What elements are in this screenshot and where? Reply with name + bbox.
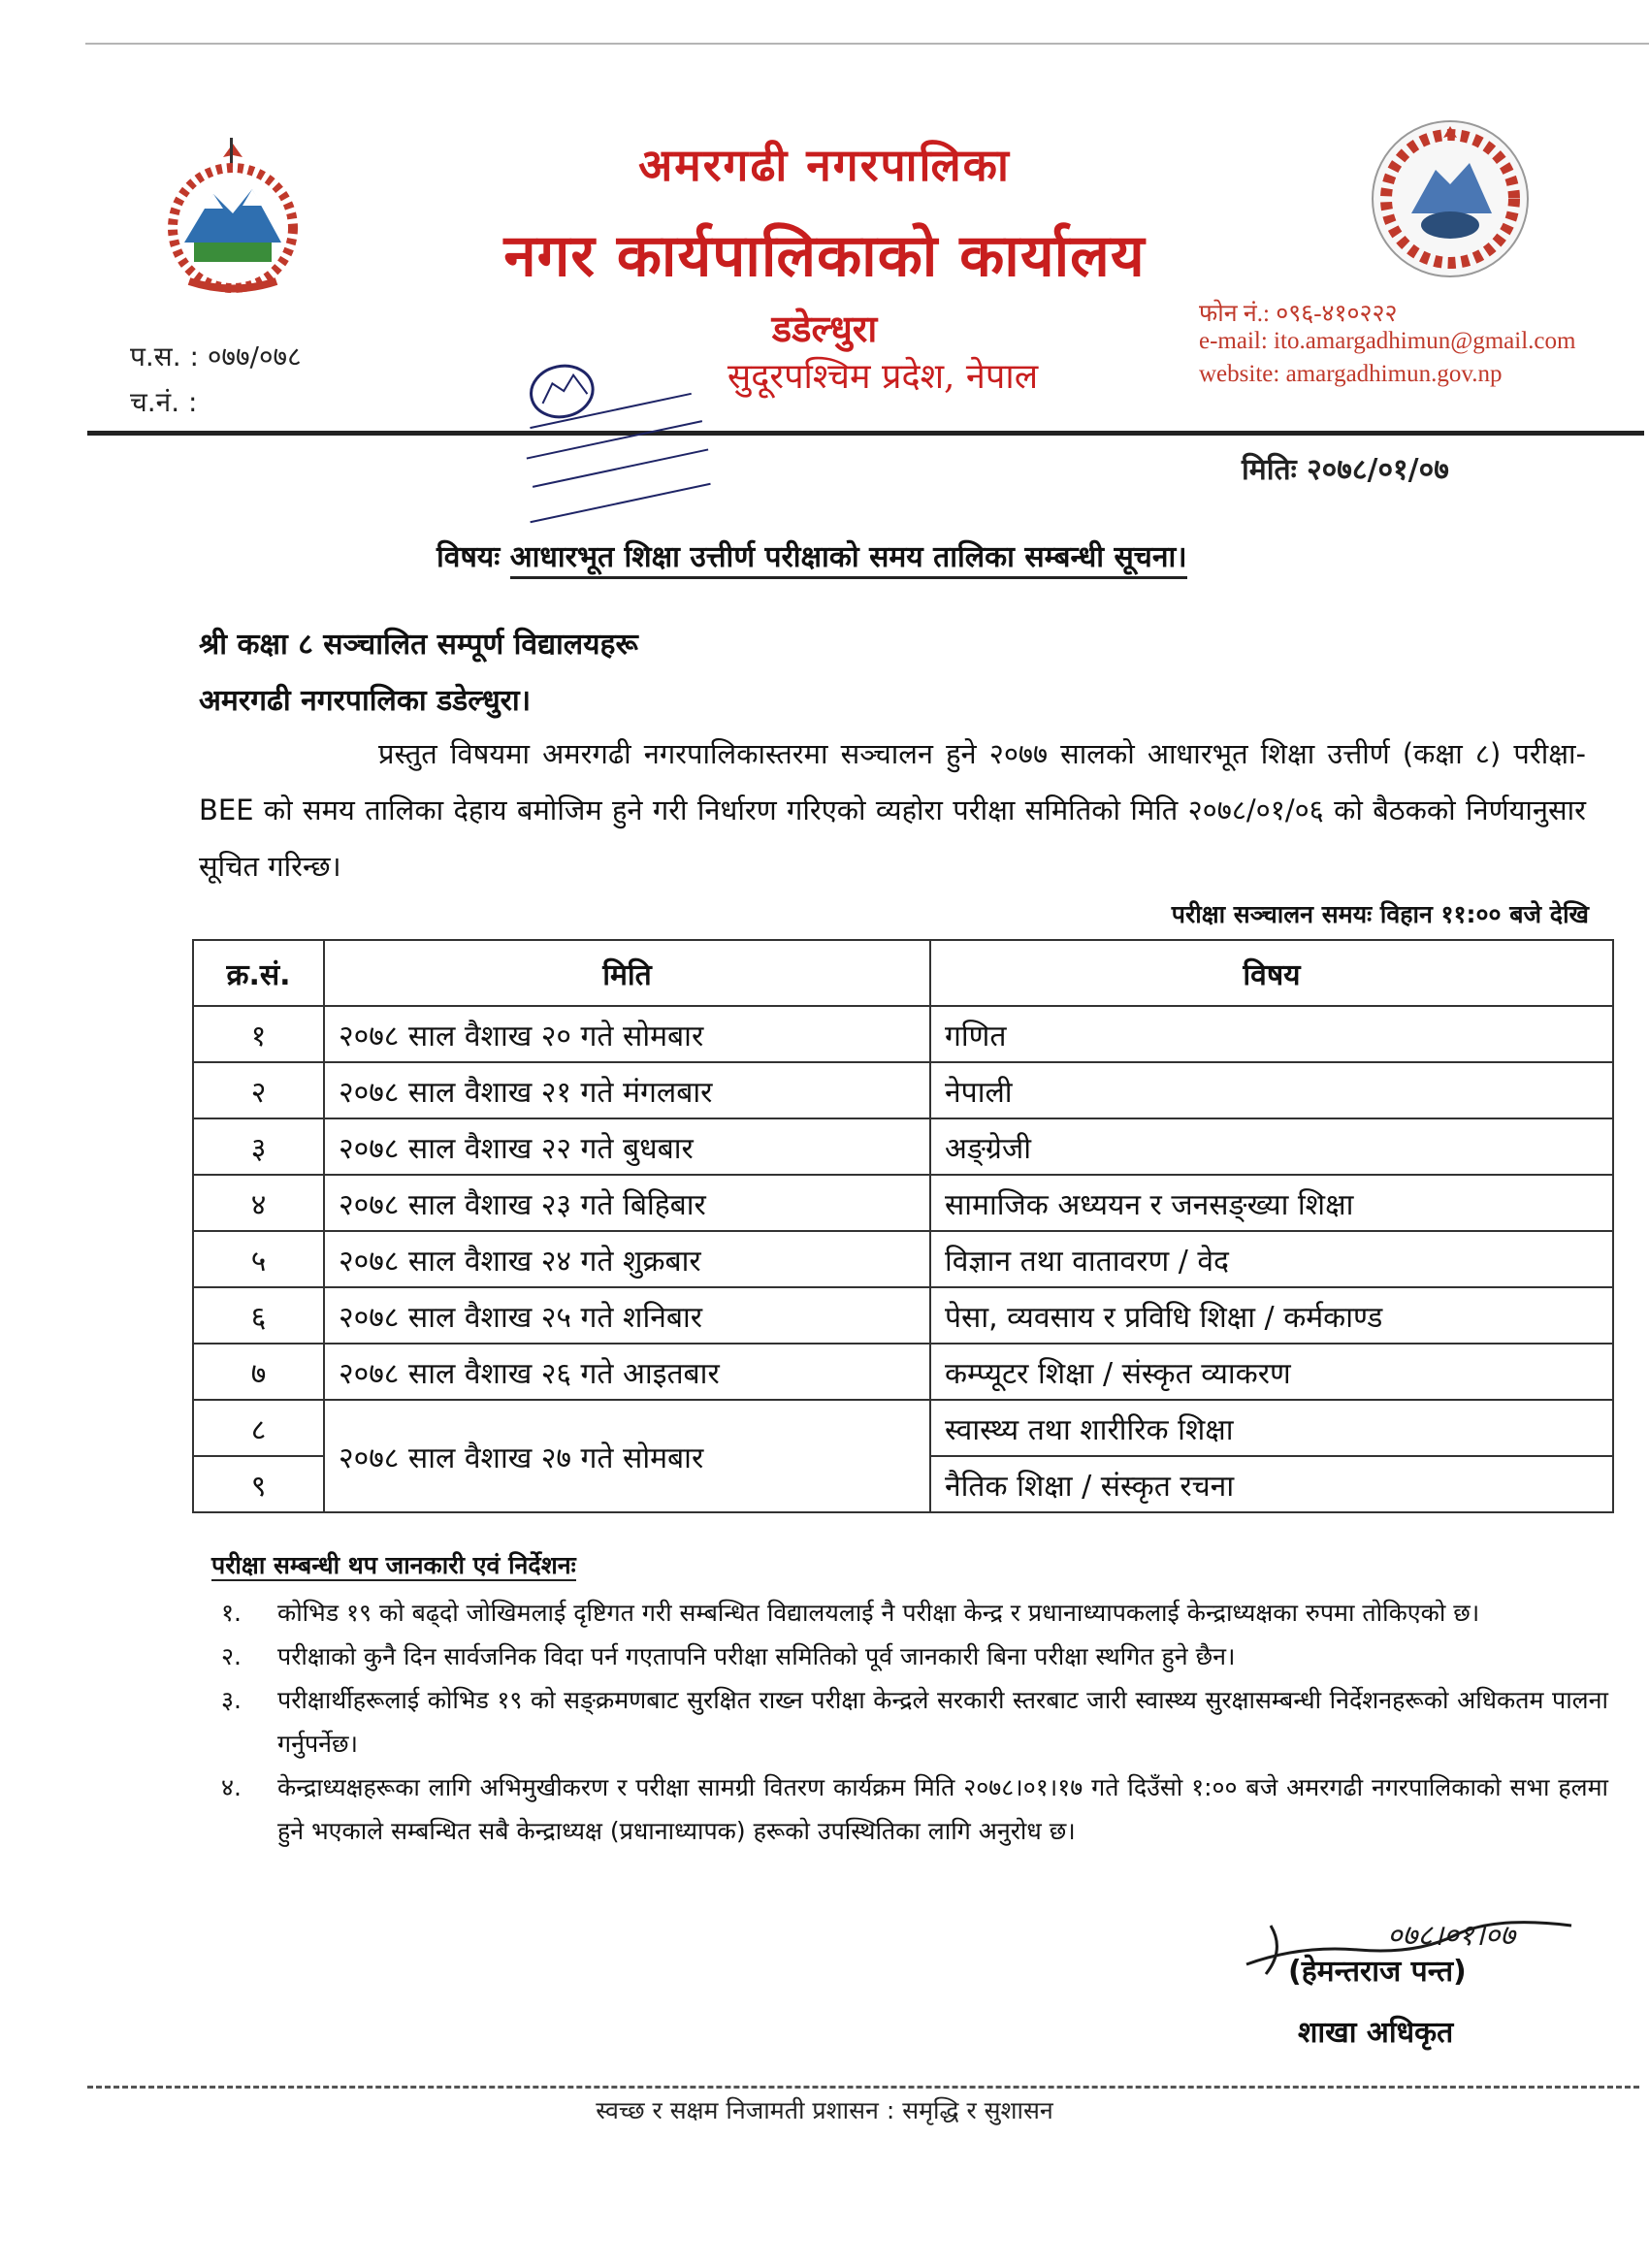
- row-serial: ६: [193, 1287, 324, 1344]
- reference-number: प.स. : ०७७/०७८: [130, 340, 302, 373]
- document-date: मितिः २०७८/०१/०७: [1242, 453, 1449, 487]
- footer-divider: [87, 2086, 1639, 2089]
- header-date: मिति: [324, 940, 930, 1006]
- table-row: [193, 1006, 1613, 1062]
- row-serial: ५: [193, 1231, 324, 1287]
- row-date: २०७८ साल वैशाख २० गते सोमबार: [324, 1006, 930, 1062]
- table-row: [193, 1062, 1613, 1118]
- footer-motto: स्वच्छ र सक्षम निजामती प्रशासन : समृद्धि र सुशासन: [596, 2096, 1053, 2124]
- province-name: सुदूरपश्चिम प्रदेश, नेपाल: [727, 357, 1039, 397]
- row-serial: ८: [193, 1400, 324, 1456]
- item-number: २.: [221, 1642, 242, 1670]
- website-address: website: amargadhimun.gov.np: [1199, 361, 1503, 387]
- row-subject: विज्ञान तथा वातावरण / वेद: [930, 1231, 1613, 1287]
- table-row: [193, 1118, 1613, 1175]
- list-item: [221, 1678, 1608, 1766]
- row-subject: पेसा, व्यवसाय र प्रविधि शिक्षा / कर्मकाण्ड: [930, 1287, 1613, 1344]
- subject-line: [436, 535, 1187, 575]
- item-text: केन्द्राध्यक्षहरूका लागि अभिमुखीकरण र परीक्षा सामग्री वितरण कार्यक्रम मिति २०७८।०१।१७ गते दिउँसो १:०० बजे अमरगढी नगरपालिकाको सभा हलमा हुने भएकाले सम्बन्धित सबै केन्द्राध्यक्ष (प्रधानाध्यापक) हरूको उपस्थितिका लागि अनुरोध छ।: [277, 1773, 1608, 1845]
- item-text: कोभिड १९ को बढ्दो जोखिमलाई दृष्टिगत गरी सम्बन्धित विद्यालयलाई नै परीक्षा केन्द्र र प्रधानाध्यापकलाई केन्द्राध्यक्षका रुपमा तोकिएको छ।: [277, 1599, 1480, 1627]
- row-subject: सामाजिक अध्ययन र जनसङ्ख्या शिक्षा: [930, 1175, 1613, 1231]
- row-date: २०७८ साल वैशाख २३ गते बिहिबार: [324, 1175, 930, 1231]
- subject-label: विषयः: [436, 540, 501, 574]
- email-address: e-mail: ito.amargadhimun@gmail.com: [1199, 328, 1576, 354]
- row-subject: कम्प्यूटर शिक्षा / संस्कृत व्याकरण: [930, 1344, 1613, 1400]
- row-subject: अङ्ग्रेजी: [930, 1118, 1613, 1175]
- addressee-line-2: अमरगढी नगरपालिका डडेल्धुरा।: [199, 684, 532, 718]
- row-date: २०७८ साल वैशाख २६ गते आइतबार: [324, 1344, 930, 1400]
- instructions-list: [221, 1591, 1608, 1853]
- phone-number: फोन नं.: ०९६-४१०२२२: [1199, 301, 1398, 327]
- notes-heading-text: परीक्षा सम्बन्धी थप जानकारी एवं निर्देशनः: [211, 1551, 576, 1579]
- row-subject: गणित: [930, 1006, 1613, 1062]
- row-date: २०७८ साल वैशाख २७ गते सोमबार: [324, 1400, 930, 1512]
- row-serial: १: [193, 1006, 324, 1062]
- signer-title: शाखा अधिकृत: [1298, 2016, 1454, 2050]
- row-subject: नेपाली: [930, 1062, 1613, 1118]
- addressee-line-1: श्री कक्षा ८ सञ्चालित सम्पूर्ण विद्यालयहरू: [199, 628, 638, 662]
- table-row: [193, 1287, 1613, 1344]
- list-item: [221, 1635, 1608, 1678]
- row-date: २०७८ साल वैशाख २५ गते शनिबार: [324, 1287, 930, 1344]
- list-item: [221, 1766, 1608, 1853]
- table-row: [193, 1400, 1613, 1456]
- subject-text: आधारभूत शिक्षा उत्तीर्ण परीक्षाको समय तालिका सम्बन्धी सूचना।: [510, 540, 1187, 579]
- item-text: परीक्षार्थीहरूलाई कोभिड १९ को सङ्क्रमणबाट सुरक्षित राख्न परीक्षा केन्द्रले सरकारी स्तरबाट जारी स्वास्थ्य सुरक्षासम्बन्धी निर्देशनहरूको अधिकतम पालना गर्नुपर्नेछ।: [277, 1686, 1608, 1758]
- row-subject: नैतिक शिक्षा / संस्कृत रचना: [930, 1456, 1613, 1512]
- organization-name: अमरगढी नगरपालिका: [638, 139, 1011, 191]
- row-date: २०७८ साल वैशाख २१ गते मंगलबार: [324, 1062, 930, 1118]
- dispatch-number: च.नं. :: [130, 386, 198, 418]
- row-serial: ३: [193, 1118, 324, 1175]
- item-number: ४.: [221, 1773, 242, 1801]
- row-serial: ७: [193, 1344, 324, 1400]
- item-number: ३.: [221, 1686, 242, 1714]
- office-name: नगर कार्यपालिकाको कार्यालय: [503, 222, 1146, 290]
- table-row: [193, 1231, 1613, 1287]
- table-header-row: [193, 940, 1613, 1006]
- row-serial: ४: [193, 1175, 324, 1231]
- item-number: १.: [221, 1599, 242, 1627]
- list-item: [221, 1591, 1608, 1635]
- exam-schedule-table: [192, 939, 1614, 1513]
- item-text: परीक्षाको कुनै दिन सार्वजनिक विदा पर्न गएतापनि परीक्षा समितिको पूर्व जानकारी बिना परीक्षा स्थगित हुने छैन।: [277, 1642, 1236, 1670]
- row-serial: २: [193, 1062, 324, 1118]
- exam-time-note: परीक्षा सञ्चालन समयः विहान ११:०० बजे देखि: [1171, 900, 1589, 928]
- notes-heading: [211, 1548, 576, 1581]
- signer-name: (हेमन्तराज पन्त): [1288, 1955, 1467, 1989]
- signature-date: ०७८।०१।०७: [1387, 1919, 1515, 1953]
- header-subject: विषय: [930, 940, 1613, 1006]
- district-name: डडेल्धुरा: [771, 307, 878, 350]
- table-row: [193, 1175, 1613, 1231]
- top-border-line: [85, 43, 1649, 45]
- body-paragraph: प्रस्तुत विषयमा अमरगढी नगरपालिकास्तरमा सञ्चालन हुने २०७७ सालको आधारभूत शिक्षा उत्तीर्ण (कक्षा ८) परीक्षा-BEE को समय तालिका देहाय बमोजिम हुने गरी निर्धारण गरिएको व्यहोरा परीक्षा समितिको मिति २०७८/०१/०६ को बैठकको निर्णयानुसार सूचित गरिन्छ।: [199, 737, 1586, 883]
- table-row: [193, 1344, 1613, 1400]
- row-serial: ९: [193, 1456, 324, 1512]
- office-seal-stamp: [495, 344, 718, 529]
- row-subject: स्वास्थ्य तथा शारीरिक शिक्षा: [930, 1400, 1613, 1456]
- row-date: २०७८ साल वैशाख २४ गते शुक्रबार: [324, 1231, 930, 1287]
- row-date: २०७८ साल वैशाख २२ गते बुधबार: [324, 1118, 930, 1175]
- header-serial: क्र.सं.: [193, 940, 324, 1006]
- header-divider: [87, 431, 1644, 436]
